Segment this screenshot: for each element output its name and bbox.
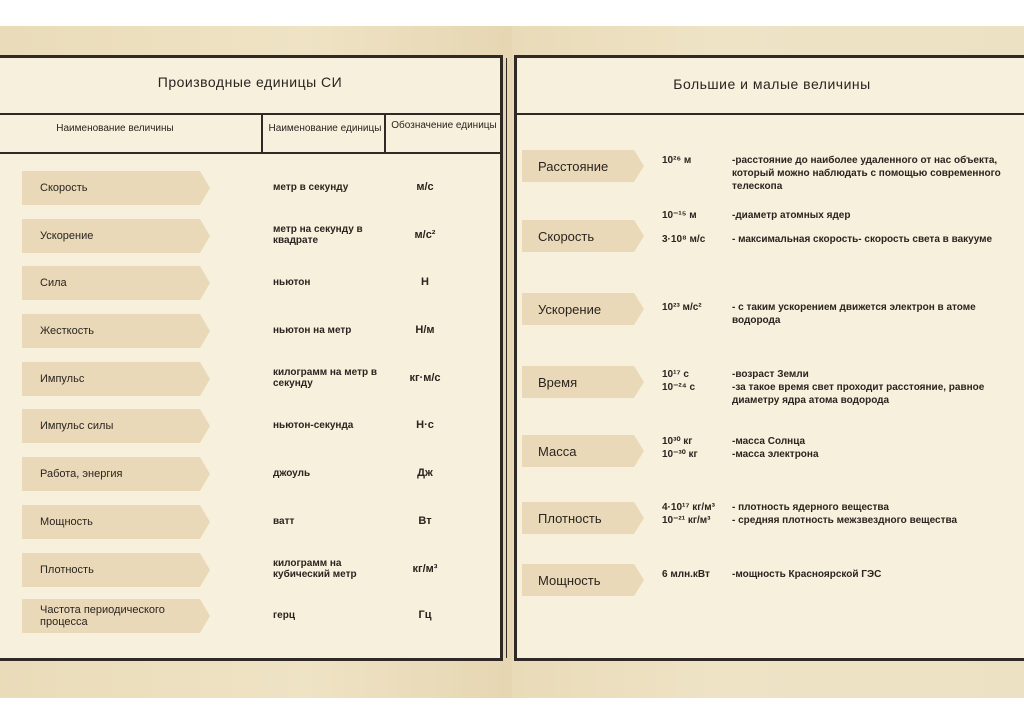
quantity-name: Работа, энергия [40, 468, 123, 480]
magnitude-description: -мощность Красноярской ГЭС [732, 569, 882, 580]
unit-name: метр на секунду в квадрате [273, 224, 363, 246]
magnitude-value: 10²⁶ м [662, 155, 692, 166]
quantity-name: Частота периодического процесса [40, 604, 165, 628]
quantity-tag [522, 502, 644, 534]
unit-name: ватт [273, 516, 295, 527]
unit-name: ньютон-секунда [273, 420, 354, 431]
title-divider [517, 113, 1024, 115]
quantity-name: Импульс [40, 373, 85, 385]
magnitude-value: 3·10⁸ м/с [662, 234, 706, 245]
magnitude-description: - средняя плотность межзвездного вещества [732, 515, 958, 526]
quantity-tag [22, 266, 210, 300]
unit-symbol: м/с² [414, 229, 436, 241]
unit-symbol: Н/м [415, 324, 435, 336]
magnitude-description: -за такое время свет проходит расстояние, равное диаметру ядра атома водорода [732, 382, 985, 406]
quantity-name: Сила [40, 277, 67, 289]
unit-symbol: Н·с [416, 419, 434, 431]
magnitude-value: 6 млн.кВт [662, 569, 710, 580]
unit-name: метр в секунду [273, 182, 349, 193]
quantity-name: Время [538, 374, 578, 390]
unit-symbol: Гц [418, 609, 432, 621]
quantity-name: Мощность [40, 516, 93, 528]
quantity-name: Мощность [538, 572, 601, 588]
magnitude-value: 10⁻¹⁵ м [662, 210, 697, 221]
right-page-title: Большие и малые величины [673, 76, 871, 92]
book-spread [0, 26, 1024, 698]
magnitude-value: 10⁻²¹ кг/м³ [662, 515, 711, 526]
quantity-name: Расстояние [538, 158, 609, 174]
quantity-name: Импульс силы [40, 420, 114, 432]
quantity-name: Ускорение [538, 301, 602, 317]
magnitude-value: 10⁻³⁰ кг [662, 449, 698, 460]
quantity-name: Жесткость [40, 325, 95, 337]
unit-symbol: Н [421, 276, 429, 288]
title-divider [0, 113, 500, 115]
magnitude-value: 10³⁰ кг [662, 436, 693, 447]
quantity-tag [22, 362, 210, 396]
derived-units-table [0, 55, 503, 661]
gutter-rule [506, 58, 507, 658]
header-divider [0, 152, 500, 154]
magnitude-description: -масса электрона [732, 449, 819, 460]
quantity-tag [522, 366, 644, 398]
quantity-tag [522, 150, 644, 182]
quantity-tag [522, 564, 644, 596]
column-header-unit-symbol: Обозначение единицы [391, 120, 497, 131]
unit-symbol: Вт [418, 515, 432, 527]
column-divider [261, 114, 263, 153]
large-small-values-table [514, 55, 1024, 661]
unit-name: ньютон на метр [273, 325, 352, 336]
unit-name: ньютон [273, 277, 311, 288]
magnitude-value: 10⁻²⁴ с [662, 382, 696, 393]
unit-symbol: кг/м³ [412, 563, 438, 575]
unit-symbol: Дж [417, 467, 433, 479]
magnitude-description: -расстояние до наиболее удаленного от нас объекта, который можно наблюдать с помощью современного телескопа [732, 155, 1001, 192]
quantity-name: Плотность [40, 564, 94, 576]
left-page-title: Производные единицы СИ [157, 74, 343, 90]
quantity-name: Масса [538, 443, 577, 459]
magnitude-value: 10²³ м/с² [662, 302, 702, 313]
unit-name: герц [273, 610, 295, 621]
column-header-unit-name: Наименование единицы [268, 123, 382, 134]
unit-name: джоуль [273, 468, 311, 479]
quantity-tag [22, 409, 210, 443]
quantity-name: Скорость [40, 182, 88, 194]
unit-name: килограмм на кубический метр [273, 558, 357, 580]
quantity-name: Плотность [538, 510, 602, 526]
quantity-tag [22, 553, 210, 587]
quantity-tag [22, 219, 210, 253]
magnitude-description: - максимальная скорость- скорость света в вакууме [732, 234, 993, 245]
unit-name: килограмм на метр в секунду [273, 367, 378, 389]
quantity-tag [522, 220, 644, 252]
quantity-name: Скорость [538, 228, 595, 244]
magnitude-description: -масса Солнца [732, 436, 806, 447]
magnitude-description: -диаметр атомных ядер [732, 210, 851, 221]
unit-symbol: м/с [416, 181, 434, 193]
quantity-tag [22, 457, 210, 491]
quantity-tag [22, 314, 210, 348]
quantity-tag [522, 293, 644, 325]
unit-symbol: кг·м/с [409, 372, 441, 384]
quantity-tag [522, 435, 644, 467]
magnitude-description: -возраст Земли [732, 369, 809, 380]
column-header-quantity: Наименование величины [56, 123, 174, 134]
quantity-tag [22, 505, 210, 539]
magnitude-value: 4·10¹⁷ кг/м³ [662, 502, 715, 513]
quantity-tag [22, 599, 210, 633]
quantity-name: Ускорение [40, 230, 94, 242]
magnitude-value: 10¹⁷ с [662, 369, 689, 380]
magnitude-description: - с таким ускорением движется электрон в атоме водорода [732, 302, 976, 326]
quantity-tag [22, 171, 210, 205]
magnitude-description: - плотность ядерного вещества [732, 502, 889, 513]
